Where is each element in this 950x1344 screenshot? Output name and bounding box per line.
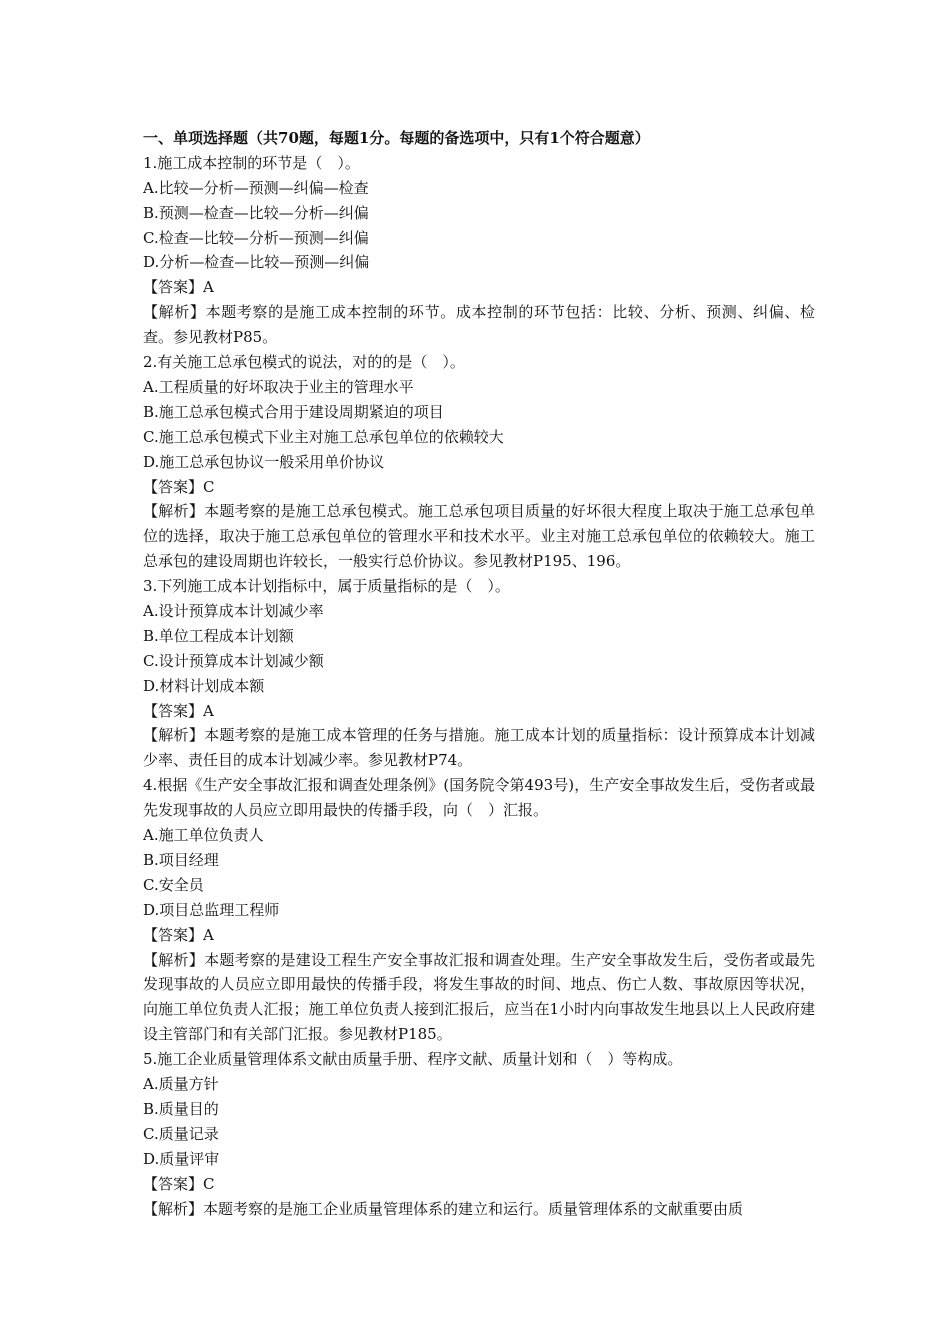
answer: 【答案】A	[143, 925, 214, 944]
option: D.质量评审	[143, 1149, 220, 1168]
answer: 【答案】C	[143, 1174, 215, 1193]
option: D.分析—检查—比较—预测—纠偏	[143, 253, 370, 272]
question-stem: 5.施工企业质量管理体系文献由质量手册、程序文献、质量计划和（ ）等构成。	[143, 1050, 683, 1069]
question-stem: 1.施工成本控制的环节是（ ）。	[143, 153, 360, 172]
option: D.材料计划成本额	[143, 676, 265, 695]
question-stem: 4.根据《生产安全事故汇报和调查处理条例》(国务院令第493号)，生产安全事故发生后，受伤者或最先发现事故的人员应立即用最快的传播手段，向（ ）汇报。	[143, 776, 815, 820]
option: C.质量记录	[143, 1124, 219, 1143]
answer: 【答案】C	[143, 477, 215, 496]
analysis: 【解析】本题考察的是施工总承包模式。施工总承包项目质量的好坏很大程度上取决于施工总承包单位的选择，取决于施工总承包单位的管理水平和技术水平。业主对施工总承包单位的依赖较大。施工总承包的建设周期也许较长，一般实行总价协议。参见教材P195、196。	[143, 502, 815, 571]
answer: 【答案】A	[143, 278, 214, 297]
analysis: 【解析】本题考察的是施工企业质量管理体系的建立和运行。质量管理体系的文献重要由质	[143, 1199, 744, 1218]
option: D.项目总监理工程师	[143, 900, 280, 919]
section-heading: 一、单项选择题（共70题，每题1分。每题的备选项中，只有1个符合题意）	[143, 129, 650, 147]
analysis: 【解析】本题考察的是建设工程生产安全事故汇报和调查处理。生产安全事故发生后，受伤者或最先发现事故的人员应立即用最快的传播手段，将发生事故的时间、地点、伤亡人数、事故原因等状况，向施工单位负责人汇报；施工单位负责人接到汇报后，应当在1小时内向事故发生地县以上人民政府建设主管部门和有关部门汇报。参见教材P185。	[143, 950, 815, 1044]
option: B.项目经理	[143, 850, 219, 869]
question-stem: 3.下列施工成本计划指标中，属于质量指标的是（ ）。	[143, 577, 510, 596]
option: A.质量方针	[143, 1075, 219, 1094]
option: A.设计预算成本计划减少率	[143, 602, 324, 620]
option: A.施工单位负责人	[143, 826, 264, 845]
option: A.工程质量的好坏取决于业主的管理水平	[143, 377, 414, 396]
option: C.检查—比较—分析—预测—纠偏	[143, 228, 369, 247]
analysis: 【解析】本题考察的是施工成本控制的环节。成本控制的环节包括：比较、分析、预测、纠偏、检查。参见教材P85。	[143, 303, 815, 347]
option: D.施工总承包协议一般采用单价协议	[143, 452, 385, 471]
option: B.单位工程成本计划额	[143, 626, 294, 645]
analysis: 【解析】本题考察的是施工成本管理的任务与措施。施工成本计划的质量指标：设计预算成本计划减少率、责任目的成本计划减少率。参见教材P74。	[143, 726, 815, 770]
option: C.设计预算成本计划减少额	[143, 651, 324, 670]
question-stem: 2.有关施工总承包模式的说法，对的的是（ ）。	[143, 353, 465, 372]
option: B.质量目的	[143, 1099, 219, 1118]
option: B.预测—检查—比较—分析—纠偏	[143, 203, 369, 222]
exam-content	[143, 126, 815, 1221]
option: B.施工总承包模式合用于建设周期紧迫的项目	[143, 402, 444, 421]
option: C.施工总承包模式下业主对施工总承包单位的依赖较大	[143, 427, 504, 446]
option: C.安全员	[143, 875, 204, 894]
answer: 【答案】A	[143, 701, 214, 720]
option: A.比较—分析—预测—纠偏—检查	[143, 178, 369, 197]
